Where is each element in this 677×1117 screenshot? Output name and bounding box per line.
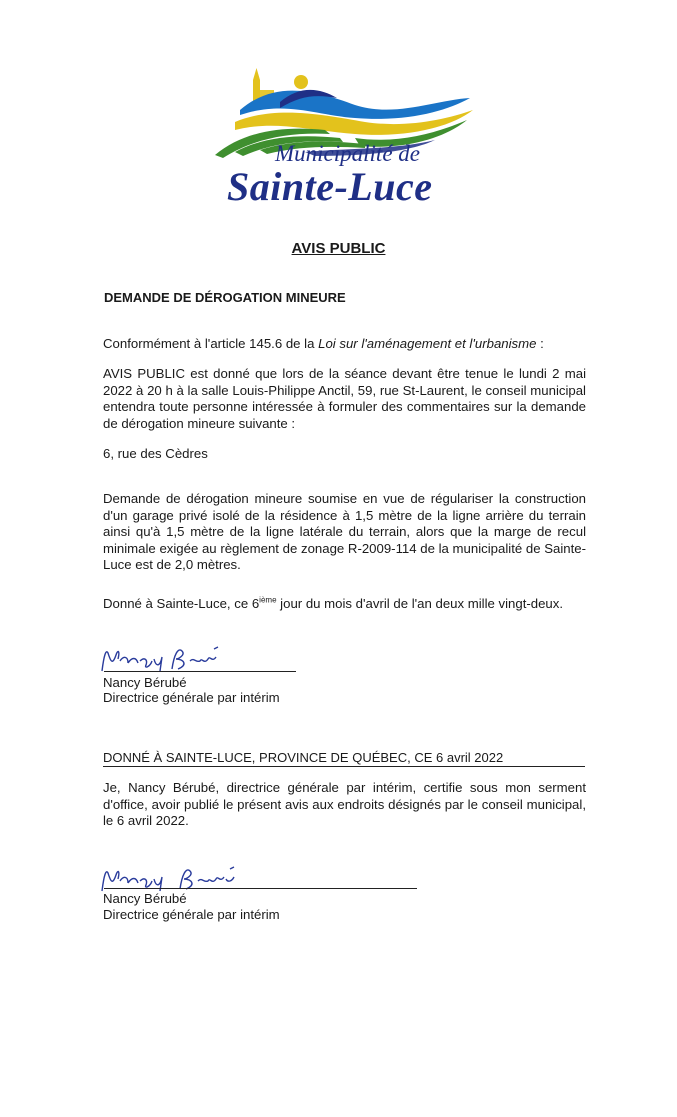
given-suffix: jour du mois d'avril de l'an deux mille vingt-deux. xyxy=(276,596,564,611)
intro-law-name: Loi sur l'aménagement et l'urbanisme xyxy=(318,336,537,351)
signer-role-1: Directrice générale par intérim xyxy=(103,690,280,705)
intro-paragraph xyxy=(103,336,586,353)
given-date-line xyxy=(103,596,586,613)
given-prefix: Donné à Sainte-Luce, ce 6 xyxy=(103,596,260,611)
notice-subject: DEMANDE DE DÉROGATION MINEURE xyxy=(104,290,346,305)
meeting-paragraph: AVIS PUBLIC est donné que lors de la séance devant être tenue le lundi 2 mai 2022 à 20 h à la salle Louis-Philippe Anctil, 59, rue St-Laurent, le conseil municipal entendra toute personne intéressée à formuler des commentaires sur la demande de dérogation mineure suivante : xyxy=(103,366,586,431)
certificate-text: Je, Nancy Bérubé, directrice générale par intérim, certifie sous mon serment d'office, avoir publié le présent avis aux endroits désignés par le conseil municipal, le 6 avril 2022. xyxy=(103,780,586,829)
signer-name-2: Nancy Bérubé xyxy=(103,891,187,906)
signature-line-2 xyxy=(104,888,417,889)
logo-sun xyxy=(294,75,308,89)
signature-line-1 xyxy=(104,671,296,672)
logo-text-line1: Municipalité de xyxy=(275,141,420,166)
municipality-logo xyxy=(205,60,485,220)
certificate-heading: DONNÉ À SAINTE-LUCE, PROVINCE DE QUÉBEC, CE 6 avril 2022 xyxy=(103,750,585,767)
signer-role-2: Directrice générale par intérim xyxy=(103,907,280,922)
intro-suffix: : xyxy=(536,336,544,351)
logo-text-line2: Sainte-Luce xyxy=(227,164,433,209)
notice-title: AVIS PUBLIC xyxy=(291,240,386,257)
signer-name-1: Nancy Bérubé xyxy=(103,675,187,690)
property-address: 6, rue des Cèdres xyxy=(103,446,208,461)
request-paragraph: Demande de dérogation mineure soumise en vue de régulariser la construction d'un garage privé isolé de la résidence à 1,5 mètre de la ligne arrière du terrain ainsi qu'à 1,5 mètre de la ligne latérale du terrain, alors que la marge de recul minimale exigée au règlement de zonage R-2009-114 de la municipalité de Sainte-Luce est de 2,0 mètres. xyxy=(103,491,586,573)
given-superscript: ième xyxy=(259,595,277,605)
intro-prefix: Conformément à l'article 145.6 de la xyxy=(103,336,319,351)
